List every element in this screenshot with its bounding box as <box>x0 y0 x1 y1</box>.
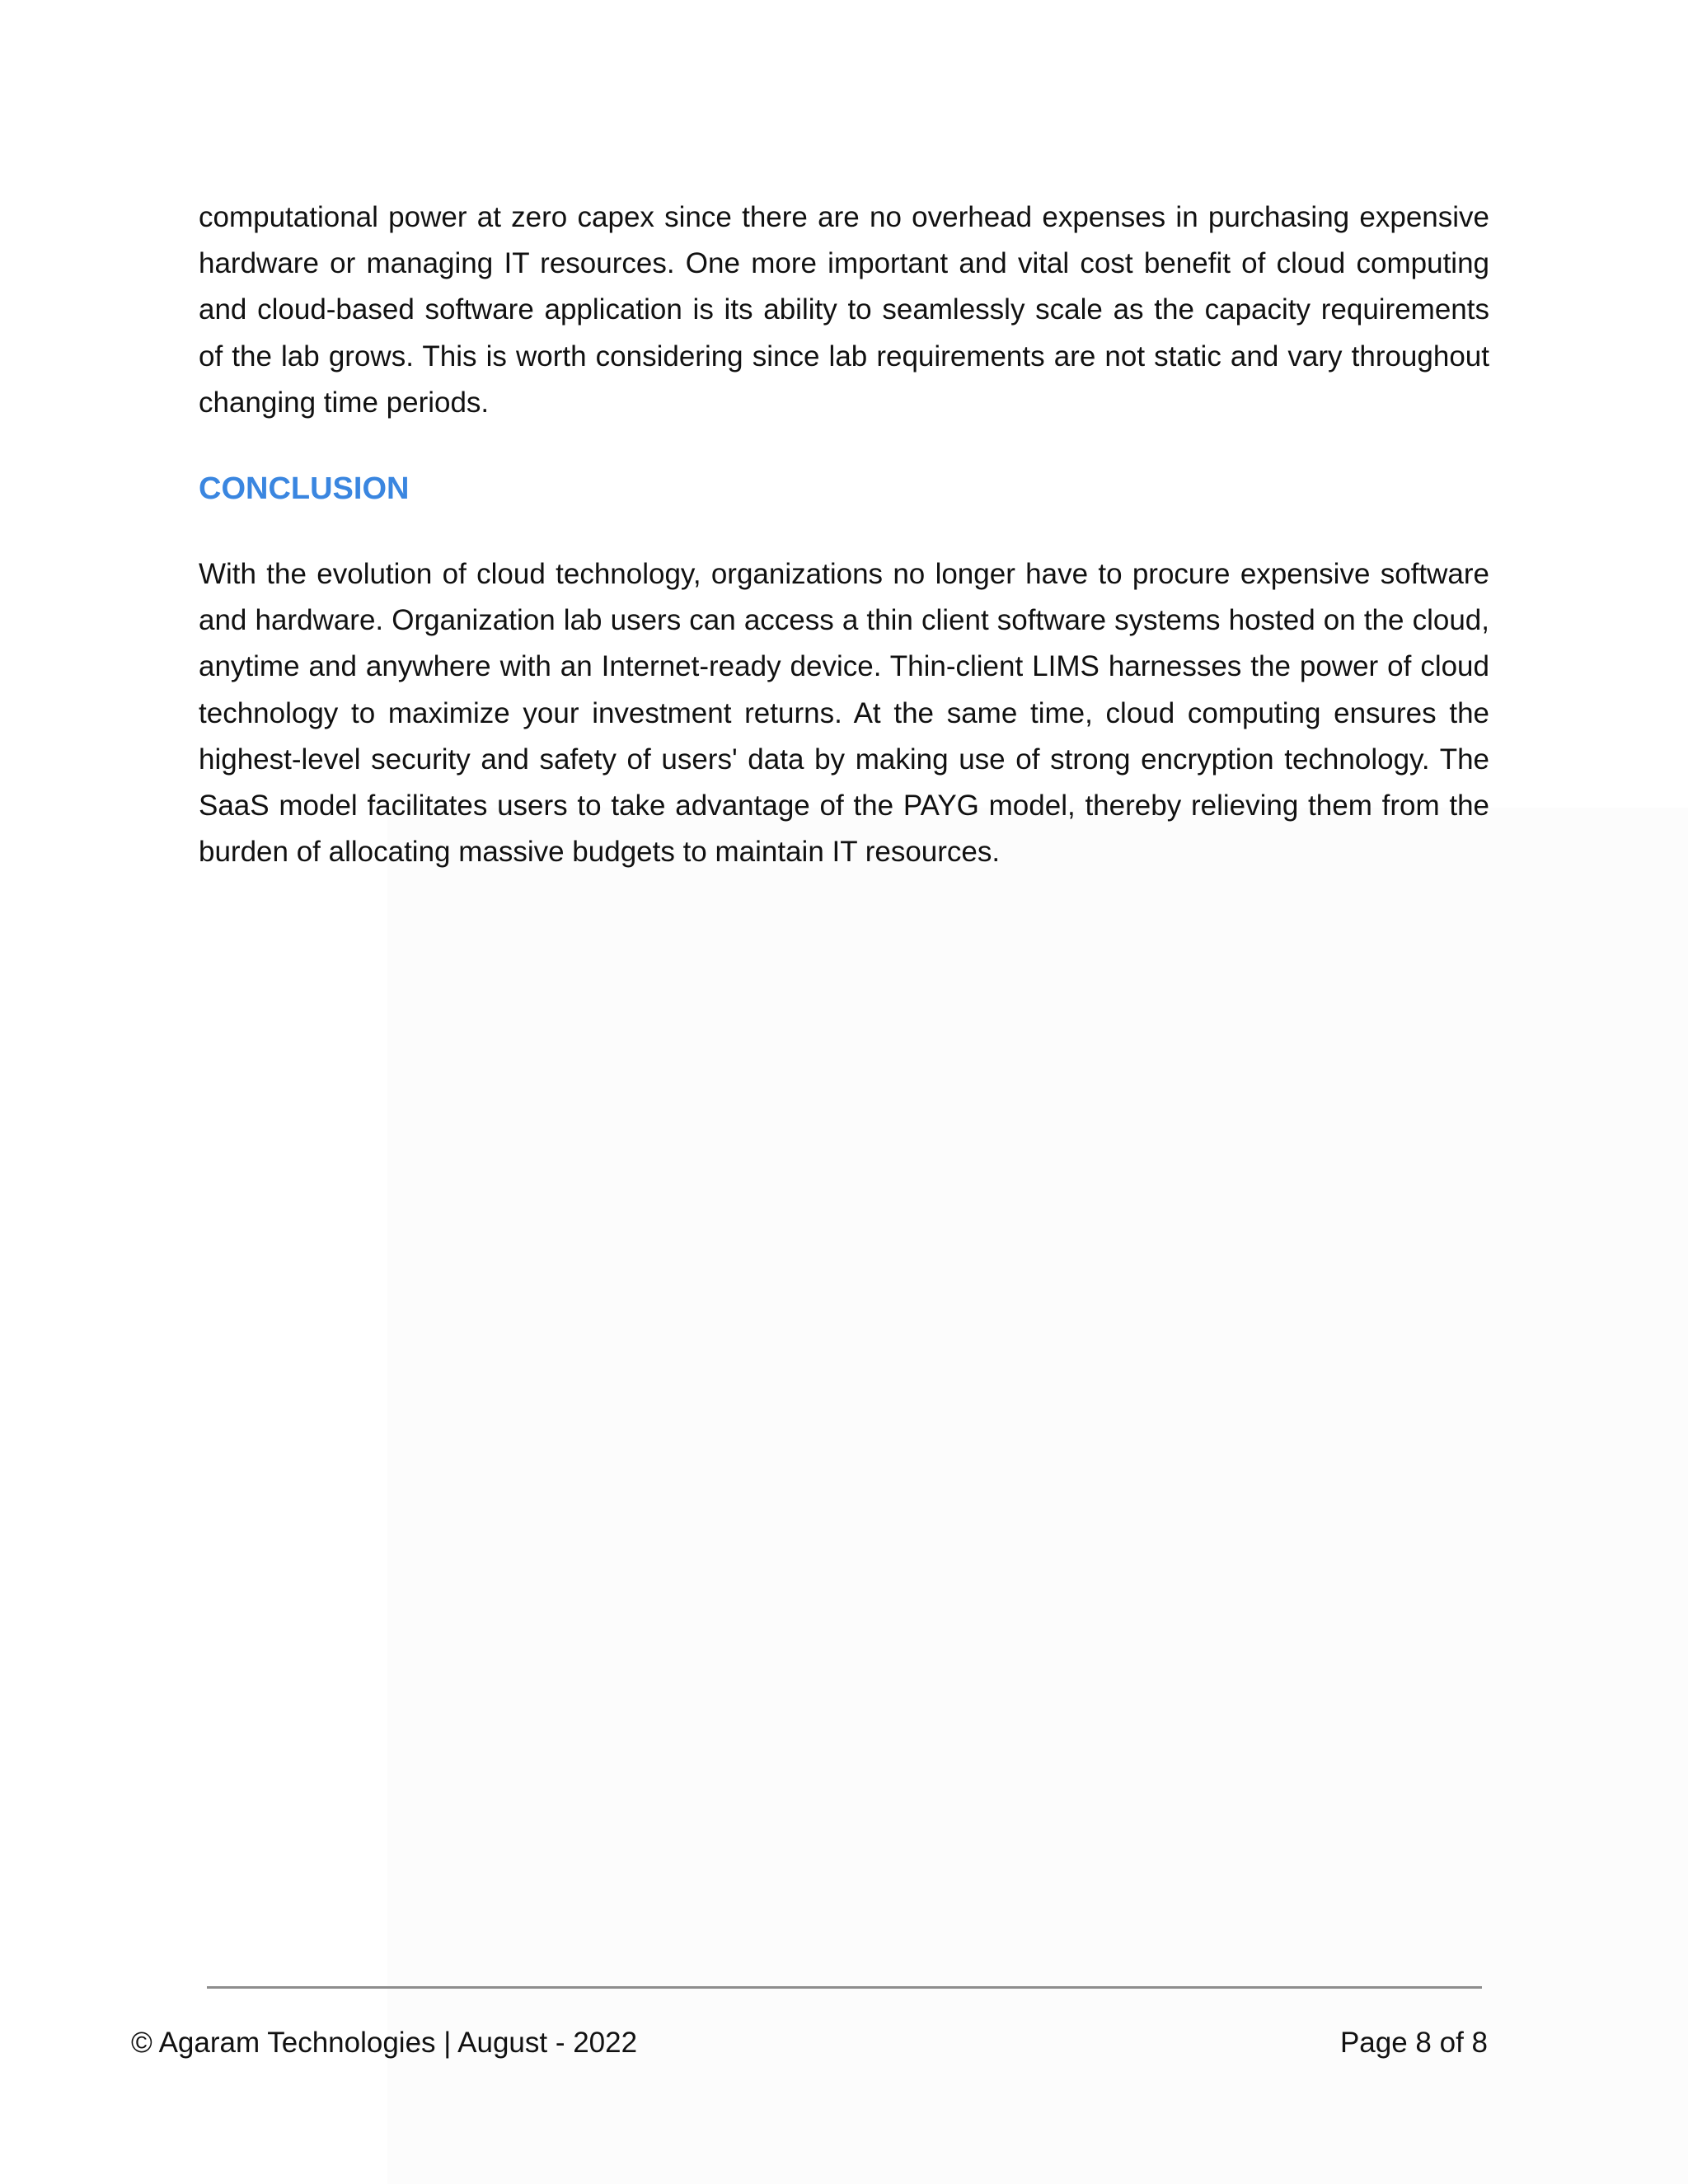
conclusion-paragraph: With the evolution of cloud technology, organizations no longer have to procure expensive software and hardware. Organization lab users can access a thin client software systems hosted on the cloud, anytime and anywhere with an Internet-ready device. Thin-client LIMS harnesses the power of cloud technology to maximize your investment returns. At the same time, cloud computing ensures the highest-level security and safety of users' data by making use of strong encryption technology. The SaaS model facilitates users to take advantage of the PAYG model, thereby relieving them from the burden of allocating massive budgets to maintain IT resources. <box>199 558 1489 869</box>
conclusion-heading: CONCLUSION <box>199 471 410 507</box>
intro-paragraph: computational power at zero capex since there are no overhead expenses in purchasing expensive hardware or managing IT resources. One more important and vital cost benefit of cloud computing and cloud-based software application is its ability to seamlessly scale as the capacity requirements of the lab grows. This is worth considering since lab requirements are not static and vary throughout changing time periods. <box>199 201 1489 419</box>
page-background-shade <box>387 808 1688 2184</box>
page-content <box>199 194 1489 875</box>
footer-divider <box>207 1986 1482 1989</box>
footer-copyright: © Agaram Technologies | August - 2022 <box>131 2027 638 2059</box>
footer-page-number: Page 8 of 8 <box>1339 2027 1488 2059</box>
